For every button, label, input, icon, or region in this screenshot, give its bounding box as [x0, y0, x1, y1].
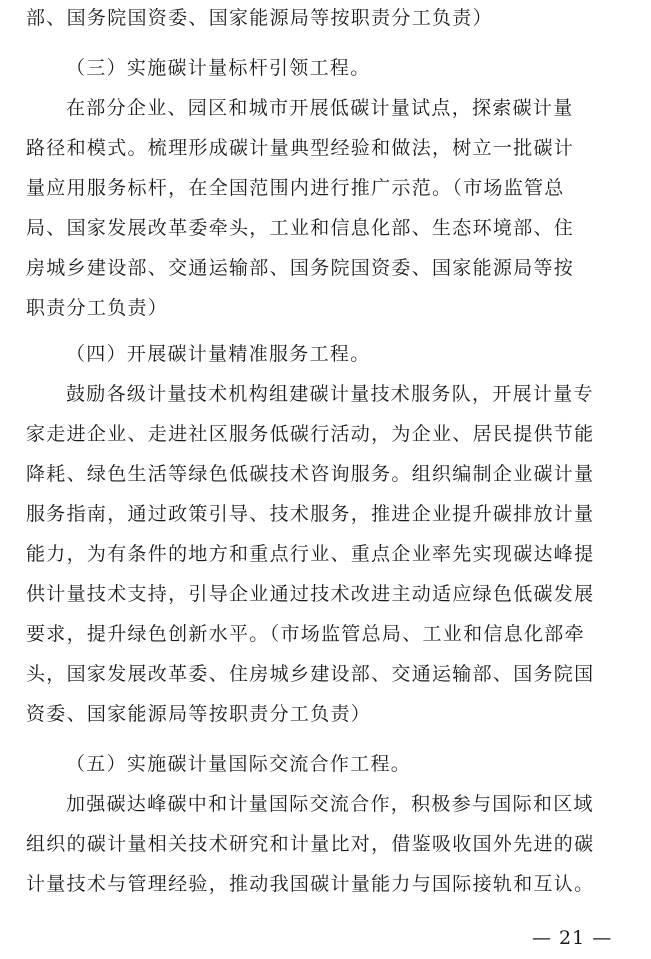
text-line: 服务指南，通过政策引导、技术服务，推进企业提升碳排放计量: [26, 503, 595, 525]
text-line: 组织的碳计量相关技术研究和计量比对，借鉴吸收国外先进的碳: [26, 833, 595, 855]
text-line: 计量技术与管理经验，推动我国碳计量能力与国际接轨和互认。: [26, 873, 595, 895]
section-heading-5: （五）实施碳计量国际交流合作工程。: [66, 753, 412, 775]
page-number: — 21 —: [532, 927, 613, 949]
text-line: 量应用服务标杆，在全国范围内进行推广示范。（市场监管总: [26, 177, 565, 199]
text-line: 降耗、绿色生活等绿色低碳技术咨询服务。组织编制企业碳计量: [26, 463, 595, 485]
text-line: 要求，提升绿色创新水平。（市场监管总局、工业和信息化部牵: [26, 623, 585, 645]
text-line: 部、国务院国资委、国家能源局等按职责分工负责）: [26, 7, 493, 29]
text-line: 鼓励各级计量技术机构组建碳计量技术服务队，开展计量专: [66, 383, 594, 405]
text-line: 供计量技术支持，引导企业通过技术改进主动适应绿色低碳发展: [26, 583, 595, 605]
section-heading-4: （四）开展碳计量精准服务工程。: [66, 343, 371, 365]
text-line: 在部分企业、园区和城市开展低碳计量试点，探索碳计量: [66, 97, 574, 119]
section-heading-3: （三）实施碳计量标杆引领工程。: [66, 57, 371, 79]
text-line: 职责分工负责）: [26, 297, 169, 319]
text-line: 加强碳达峰碳中和计量国际交流合作，积极参与国际和区域: [66, 793, 594, 815]
text-line: 头，国家发展改革委、住房城乡建设部、交通运输部、国务院国: [26, 663, 595, 685]
text-line: 路径和模式。梳理形成碳计量典型经验和做法，树立一批碳计: [26, 137, 575, 159]
text-line: 能力，为有条件的地方和重点行业、重点企业率先实现碳达峰提: [26, 543, 595, 565]
text-line: 房城乡建设部、交通运输部、国务院国资委、国家能源局等按: [26, 257, 575, 279]
text-line: 局、国家发展改革委牵头，工业和信息化部、生态环境部、住: [26, 217, 575, 239]
text-line: 资委、国家能源局等按职责分工负责）: [26, 703, 372, 725]
text-line: 家走进企业、走进社区服务低碳行活动，为企业、居民提供节能: [26, 423, 595, 445]
